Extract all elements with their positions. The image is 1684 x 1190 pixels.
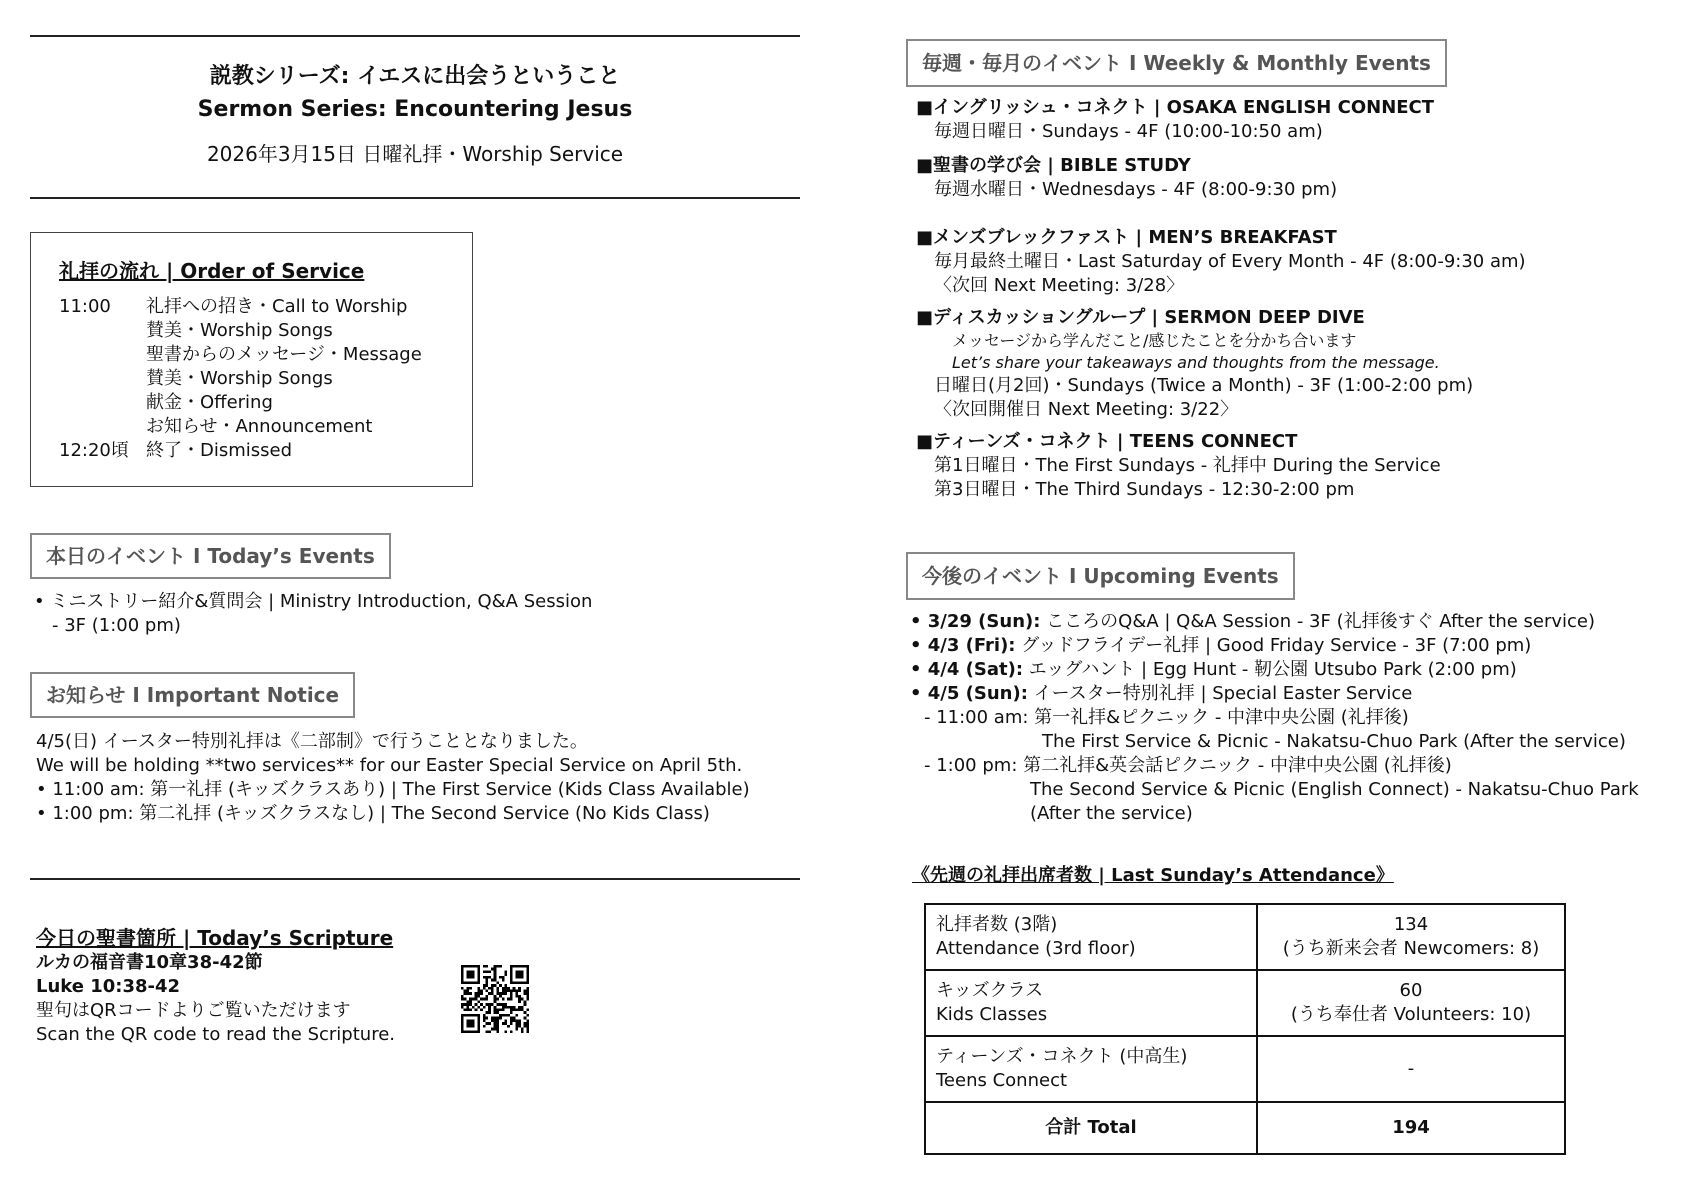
attendance-value: 60 (うち奉仕者 Volunteers: 10) [1257,970,1565,1036]
todays-event-line: • ミニストリー紹介&質問会 | Ministry Introduction, Q&A Session [34,591,593,612]
event-title-teens-connect: ■ティーンズ・コネクト | TEENS CONNECT [916,431,1298,452]
upcoming-item: • 4/4 (Sat): エッグハント | Egg Hunt - 靭公園 Utsubo Park (2:00 pm) [910,659,1517,680]
order-row: 賛美・Worship Songs [146,320,333,341]
event-schedule: 毎週日曜日・Sundays - 4F (10:00-10:50 am) [934,121,1323,142]
scripture-heading: 今日の聖書箇所 | Today’s Scripture [36,926,394,950]
order-row: お知らせ・Announcement [146,416,373,437]
event-schedule: 第1日曜日・The First Sundays - 礼拝中 During the Service [934,455,1441,476]
service-date: 2026年3月15日 日曜礼拝・Worship Service [206,142,624,166]
event-next-meeting: 〈次回 Next Meeting: 3/28〉 [934,275,1185,296]
attendance-value: 134 (うち新来会者 Newcomers: 8) [1257,904,1565,970]
event-title-bible-study: ■聖書の学び会 | BIBLE STUDY [916,155,1191,176]
sermon-title-ja: 説教シリーズ: イエスに出会うということ [209,64,621,89]
scripture-ref-en: Luke 10:38-42 [36,976,181,997]
attendance-label: 礼拝者数 (3階) Attendance (3rd floor) [925,904,1257,970]
upcoming-item: • 4/3 (Fri): グッドフライデー礼拝 | Good Friday Service - 3F (7:00 pm) [910,635,1532,656]
attendance-value: - [1257,1036,1565,1102]
notice-line: • 1:00 pm: 第二礼拝 (キッズクラスなし) | The Second Service (No Kids Class) [36,803,710,824]
event-schedule: 日曜日(月2回)・Sundays (Twice a Month) - 3F (1:00-2:00 pm) [934,375,1474,396]
event-title-sermon-deep-dive: ■ディスカッショングループ | SERMON DEEP DIVE [916,307,1365,328]
scripture-section [36,922,395,1047]
qr-code-icon[interactable] [461,965,529,1033]
table-row [925,970,1565,1036]
event-schedule: 第3日曜日・The Third Sundays - 12:30-2:00 pm [934,479,1355,500]
order-of-service-box [30,232,473,487]
scripture-ref-ja: ルカの福音書10章38-42節 [36,952,263,973]
order-row: 賛美・Worship Songs [146,368,333,389]
scripture-note-ja: 聖句はQRコードよりご覧いただけます [36,1000,351,1021]
notice-body [36,730,750,826]
table-row [925,904,1565,970]
upcoming-subitem-en: The Second Service & Picnic (English Connect) - Nakatsu-Chuo Park [1030,779,1639,800]
upcoming-item: • 3/29 (Sun): こころのQ&A | Q&A Session - 3F (礼拝後すぐ After the service) [910,611,1596,632]
total-label: 合計 Total [925,1102,1257,1154]
notice-line: We will be holding **two services** for our Easter Special Service on April 5th. [36,755,743,776]
event-schedule: 毎週水曜日・Wednesdays - 4F (8:00-9:30 pm) [934,179,1338,200]
upcoming-subitem-en: (After the service) [1030,803,1193,824]
attendance-heading: 《先週の礼拝出席者数 | Last Sunday’s Attendance》 [912,865,1394,886]
attendance-label: ティーンズ・コネクト (中高生) Teens Connect [925,1036,1257,1102]
event-description-en: Let’s share your takeaways and thoughts from the message. [952,353,1440,372]
attendance-table [924,903,1566,1155]
weekly-events-heading: 毎週・毎月のイベント I Weekly & Monthly Events [906,39,1447,87]
upcoming-events [910,610,1639,826]
sermon-title-en: Sermon Series: Encountering Jesus [197,97,633,122]
attendance-label: キッズクラス Kids Classes [925,970,1257,1036]
order-row: 聖書からのメッセージ・Message [146,344,422,365]
order-list [59,295,422,463]
event-title-mens-breakfast: ■メンズブレックファスト | MEN’S BREAKFAST [916,227,1337,248]
upcoming-item: • 4/5 (Sun): イースター特別礼拝 | Special Easter Service [910,683,1413,704]
notice-heading: お知らせ I Important Notice [30,672,355,718]
table-row-total [925,1102,1565,1154]
event-title-english-connect: ■イングリッシュ・コネクト | OSAKA ENGLISH CONNECT [916,97,1435,118]
header-bottom-rule [30,197,800,199]
scripture-rule [30,878,800,880]
todays-events [34,590,592,638]
todays-event-location: - 3F (1:00 pm) [52,615,181,636]
order-row: 12:20頃 終了・Dismissed [59,440,293,461]
total-value: 194 [1257,1102,1565,1154]
weekly-events [916,96,1526,502]
event-description-ja: メッセージから学んだこと/感じたことを分かち合います [952,331,1357,350]
event-next-meeting: 〈次回開催日 Next Meeting: 3/22〉 [934,399,1239,420]
table-row [925,1036,1565,1102]
order-heading: 礼拝の流れ | Order of Service [59,259,365,283]
upcoming-events-heading: 今後のイベント I Upcoming Events [906,552,1295,600]
event-schedule: 毎月最終土曜日・Last Saturday of Every Month - 4F (8:00-9:30 am) [934,251,1526,272]
upcoming-subitem-en: The First Service & Picnic - Nakatsu-Chuo Park (After the service) [1042,731,1626,752]
notice-line: • 11:00 am: 第一礼拝 (キッズクラスあり) | The First Service (Kids Class Available) [36,779,750,800]
top-rule [30,35,800,37]
order-row: 11:00 礼拝への招き・Call to Worship [59,296,408,317]
todays-events-heading: 本日のイベント I Today’s Events [30,533,391,579]
scripture-note-en: Scan the QR code to read the Scripture. [36,1024,395,1045]
order-row: 献金・Offering [146,392,273,413]
notice-line: 4/5(日) イースター特別礼拝は《二部制》で行うこととなりました。 [36,731,588,752]
upcoming-subitem: - 1:00 pm: 第二礼拝&英会話ピクニック - 中津中央公園 (礼拝後) [924,755,1452,776]
sermon-header [30,60,800,167]
upcoming-subitem: - 11:00 am: 第一礼拝&ピクニック - 中津中央公園 (礼拝後) [924,707,1409,728]
